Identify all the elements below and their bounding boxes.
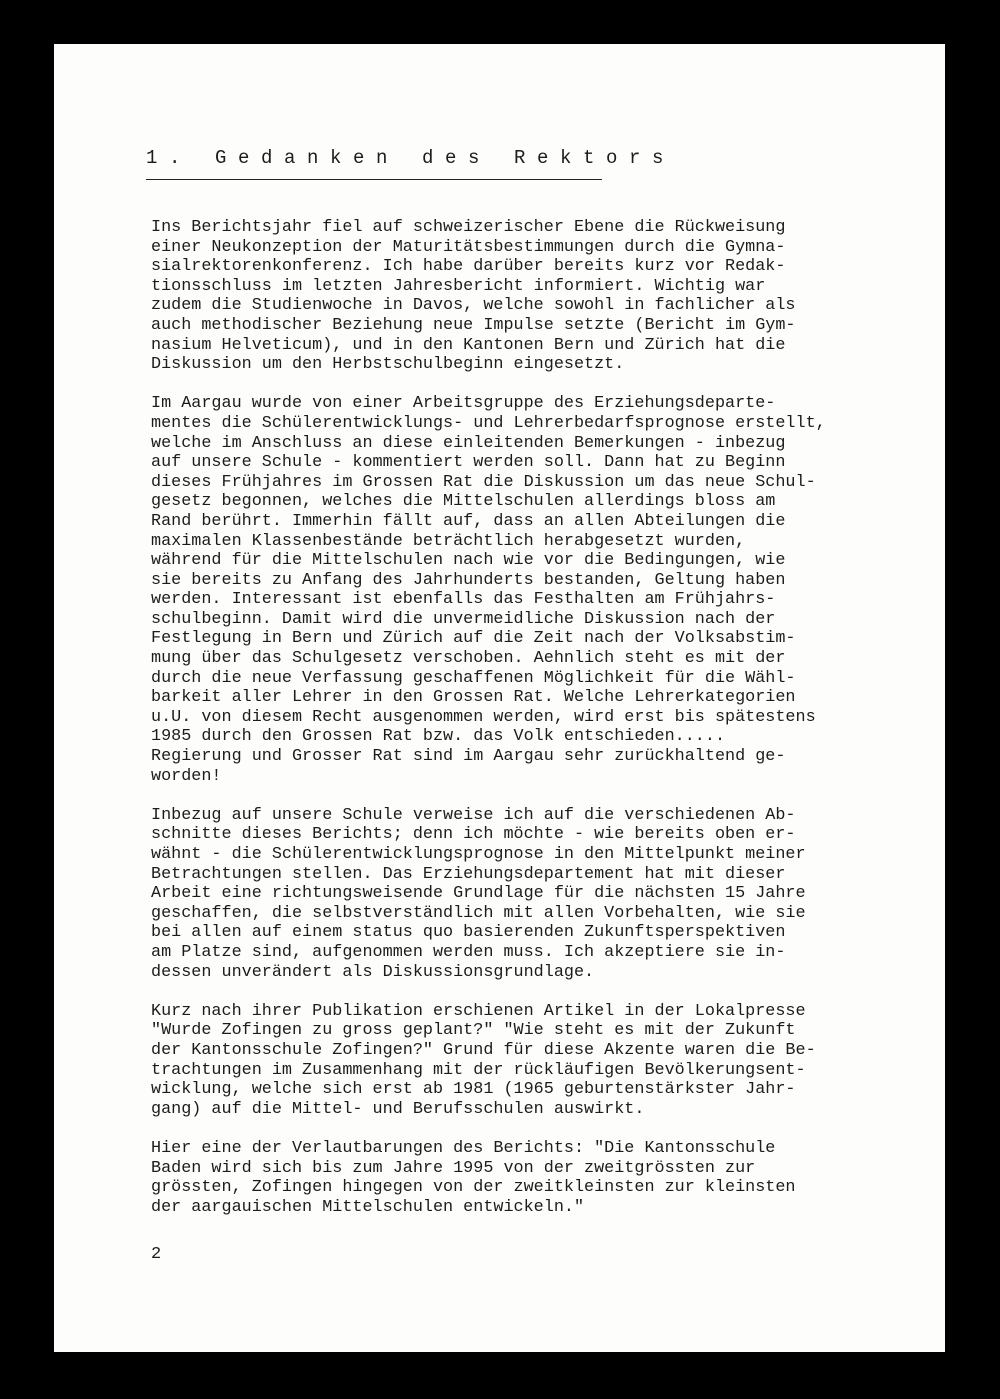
text-line: Diskussion um den Herbstschulbeginn eingesetzt. — [151, 355, 625, 375]
text-line: der aargauischen Mittelschulen entwickeln." — [151, 1197, 585, 1217]
text-line: am Platze sind, aufgenommen werden muss. Ich akzeptiere sie in- — [151, 942, 786, 962]
text-line: Rand berührt. Immerhin fällt auf, dass an allen Abteilungen die — [151, 511, 786, 531]
text-line: Arbeit eine richtungsweisende Grundlage für die nächsten 15 Jahre — [151, 884, 806, 904]
text-line: auch methodischer Beziehung neue Impulse setzte (Bericht im Gym- — [151, 315, 796, 335]
paragraph — [151, 1139, 921, 1217]
text-line: während für die Mittelschulen nach wie vor die Bedingungen, wie — [151, 551, 786, 571]
text-line: trachtungen im Zusammenhang mit der rückläufigen Bevölkerungsent- — [151, 1060, 806, 1080]
text-line: dessen unverändert als Diskussionsgrundlage. — [151, 962, 595, 982]
heading-underline — [146, 179, 602, 180]
page-number: 2 — [151, 1245, 162, 1264]
text-line: Ins Berichtsjahr fiel auf schweizerischer Ebene die Rückweisung — [151, 218, 786, 237]
text-line: schnitte dieses Berichts; denn ich möchte - wie bereits oben er- — [151, 825, 796, 845]
text-line: dieses Frühjahres im Grossen Rat die Diskussion um das neue Schul- — [151, 472, 816, 492]
text-line: 1985 durch den Grossen Rat bzw. das Volk entschieden..... — [151, 727, 726, 747]
text-line: "Wurde Zofingen zu gross geplant?" "Wie steht es mit der Zukunft — [151, 1021, 796, 1041]
paragraph — [151, 218, 921, 375]
text-line: worden! — [151, 766, 222, 786]
text-line: welche im Anschluss an diese einleitenden Bemerkungen - inbezug — [151, 433, 786, 453]
text-line: maximalen Klassenbestände beträchtlich herabgesetzt wurden, — [151, 531, 746, 551]
text-line: der Kantonsschule Zofingen?" Grund für diese Akzente waren die Be- — [151, 1040, 816, 1060]
text-line: Im Aargau wurde von einer Arbeitsgruppe des Erziehungsdeparte- — [151, 394, 776, 414]
text-line: zudem die Studienwoche in Davos, welche sowohl in fachlicher als — [151, 296, 796, 316]
text-line: grössten, Zofingen hingegen von der zweitkleinsten zur kleinsten — [151, 1178, 796, 1198]
text-line: auf unsere Schule - kommentiert werden soll. Dann hat zu Beginn — [151, 453, 786, 473]
text-line: wähnt - die Schülerentwicklungsprognose in den Mittelpunkt meiner — [151, 845, 806, 864]
paragraph — [151, 1002, 921, 1120]
text-line: geschaffen, die selbstverständlich mit allen Vorbehalten, wie sie — [151, 903, 806, 923]
text-line: u.U. von diesem Recht ausgenommen werden, wird erst bis spätestens — [151, 707, 816, 727]
text-line: sie bereits zu Anfang des Jahrhunderts bestanden, Geltung haben — [151, 570, 786, 590]
text-line: barkeit aller Lehrer in den Grossen Rat. Welche Lehrerkategorien — [151, 688, 796, 708]
section-heading: 1. Gedanken des Rektors — [146, 147, 676, 169]
text-line: mung über das Schulgesetz verschoben. Aehnlich steht es mit der — [151, 649, 786, 669]
paragraph — [151, 806, 921, 982]
text-line: Betrachtungen stellen. Das Erziehungsdepartement hat mit dieser — [151, 864, 786, 884]
text-line: bei allen auf einem status quo basierenden Zukunftsperspektiven — [151, 923, 786, 943]
text-line: tionsschluss im letzten Jahresbericht informiert. Wichtig war — [151, 276, 766, 296]
text-line: einer Neukonzeption der Maturitätsbestimmungen durch die Gymna- — [151, 237, 786, 257]
text-line: durch die neue Verfassung geschaffenen Möglichkeit für die Wähl- — [151, 668, 796, 688]
text-line: Hier eine der Verlautbarungen des Berichts: "Die Kantonsschule — [151, 1138, 776, 1158]
text-line: Regierung und Grosser Rat sind im Aargau sehr zurückhaltend ge- — [151, 747, 786, 767]
text-line: Kurz nach ihrer Publikation erschienen Artikel in der Lokalpresse — [151, 1001, 806, 1021]
text-line: Inbezug auf unsere Schule verweise ich auf die verschiedenen Ab- — [151, 805, 796, 825]
text-line: werden. Interessant ist ebenfalls das Festhalten am Frühjahrs- — [151, 590, 776, 610]
text-line: Baden wird sich bis zum Jahre 1995 von der zweitgrössten zur — [151, 1158, 756, 1178]
text-line: gang) auf die Mittel- und Berufsschulen auswirkt. — [151, 1099, 645, 1119]
paragraph — [151, 394, 921, 786]
text-line: gesetz begonnen, welches die Mittelschulen allerdings bloss am — [151, 492, 776, 512]
document-page — [54, 44, 945, 1352]
text-line: nasium Helveticum), und in den Kantonen Bern und Zürich hat die — [151, 335, 786, 355]
text-line: schulbeginn. Damit wird die unvermeidliche Diskussion nach der — [151, 609, 776, 629]
text-line: sialrektorenkonferenz. Ich habe darüber bereits kurz vor Redak- — [151, 257, 786, 277]
body-text — [151, 218, 921, 1237]
text-line: wicklung, welche sich erst ab 1981 (1965 geburtenstärkster Jahr- — [151, 1080, 796, 1100]
text-line: mentes die Schülerentwicklungs- und Lehrerbedarfsprognose erstellt, — [151, 413, 826, 433]
text-line: Festlegung in Bern und Zürich auf die Zeit nach der Volksabstim- — [151, 629, 796, 649]
